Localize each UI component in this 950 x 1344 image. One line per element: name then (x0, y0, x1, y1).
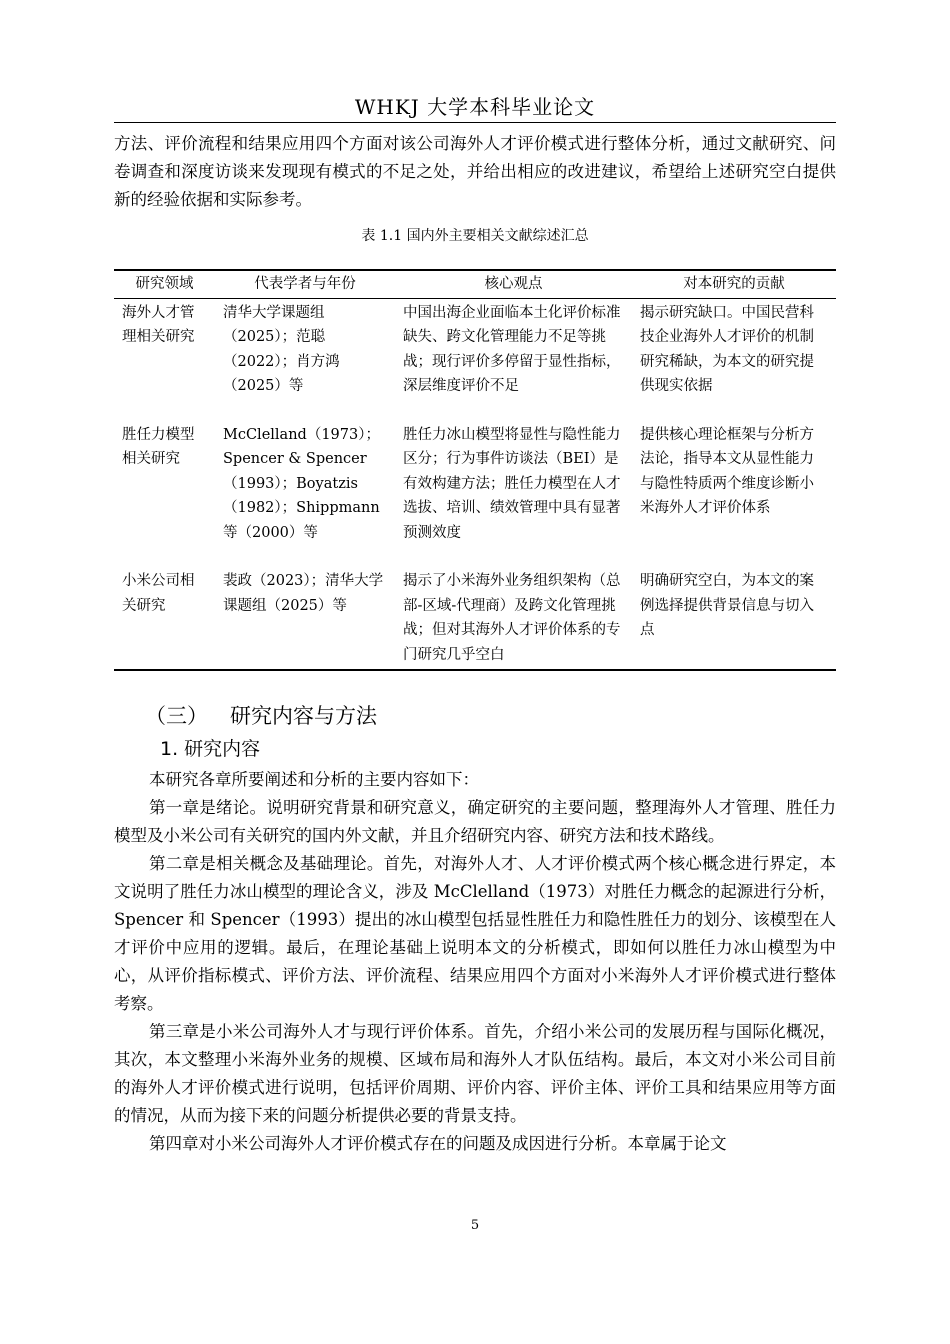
header-rule (114, 122, 836, 123)
table-caption: 表 1.1 国内外主要相关文献综述汇总 (361, 228, 589, 244)
table-row (114, 421, 836, 568)
running-header: WHKJ 大学本科毕业论文 (354, 95, 596, 119)
cell-field: 海外人才管理相关研究 (122, 304, 195, 345)
cell-contribution: 明确研究空白，为本文的案例选择提供背景信息与切入点 (632, 567, 836, 670)
section-title: 研究内容与方法 (230, 704, 377, 728)
cell-field: 胜任力模型相关研究 (122, 426, 195, 467)
cell-field: 小米公司相关研究 (114, 567, 215, 670)
paragraph: 第四章对小米公司海外人才评价模式存在的问题及成因进行分析。本章属于论文 (149, 1134, 727, 1153)
paragraph: 第三章是小米公司海外人才与现行评价体系。首先，介绍小米公司的发展历程与国际化概况，其次，本文整理小米海外业务的规模、区域布局和海外人才队伍结构。最后，本文对小米公司目前的海外人才评价模式进行说明，包括评价周期、评价内容、评价主体、评价工具和结果应用等方面的情况，从而为接下来的问题分析提供必要的背景支持。 (114, 1022, 836, 1125)
table-row (114, 567, 836, 670)
cell-scholars: McClelland（1973）；Spencer & Spencer（1993）；Boyatzis（1982）；Shippmann等（2000）等 (223, 426, 380, 541)
section-heading (145, 700, 377, 732)
intro-block (114, 130, 836, 214)
cell-view: 胜任力冰山模型将显性与隐性能力区分；行为事件访谈法（BEI）是有效构建方法；胜任力模型在人才选拔、培训、绩效管理中具有显著预测效度 (403, 426, 621, 541)
cell-scholars: 清华大学课题组（2025）；范聪（2022）；肖方鸿（2025）等 (223, 304, 340, 394)
table-header-row (114, 270, 836, 298)
cell-view: 揭示了小米海外业务组织架构（总部-区域-代理商）及跨文化管理挑战；但对其海外人才评价体系的专门研究几乎空白 (395, 567, 632, 670)
paragraph: 第二章是相关概念及基础理论。首先，对海外人才、人才评价模式两个核心概念进行界定，本文说明了胜任力冰山模型的理论含义，涉及 McClelland（1973）对胜任力概念的起源进行分析，Spencer 和 Spencer（1993）提出的冰山模型包括显性胜任力和隐性胜任力的划分、该模型在人才评价中应用的逻辑。最后，在理论基础上说明本文的分析模式，即如何以胜任力冰山模型为中心，从评价指标模式、评价方法、评价流程、结果应用四个方面对小米海外人才评价模式进行整体考察。 (114, 854, 836, 1013)
header-view: 核心观点 (395, 270, 632, 298)
section-number: （三） (145, 704, 208, 728)
subsection-heading: 1. 研究内容 (160, 738, 261, 760)
main-content (114, 766, 836, 1158)
page-number: 5 (470, 1218, 480, 1233)
header-scholars: 代表学者与年份 (215, 270, 395, 298)
cell-scholars: 裴政（2023）；清华大学课题组（2025）等 (215, 567, 395, 670)
cell-contribution: 揭示研究缺口。中国民营科技企业海外人才评价的机制研究稀缺，为本文的研究提供现实依据 (640, 304, 814, 394)
header-field: 研究领域 (114, 270, 215, 298)
paragraph: 本研究各章所要阐述和分析的主要内容如下： (149, 770, 479, 789)
cell-contribution: 提供核心理论框架与分析方法论，指导本文从显性能力与隐性特质两个维度诊断小米海外人才评价体系 (640, 426, 814, 516)
header-contribution: 对本研究的贡献 (632, 270, 836, 298)
table-row (114, 298, 836, 421)
literature-table (114, 269, 836, 671)
intro-paragraph: 方法、评价流程和结果应用四个方面对该公司海外人才评价模式进行整体分析，通过文献研究、问卷调查和深度访谈来发现现有模式的不足之处，并给出相应的改进建议，希望给上述研究空白提供新的经验依据和实际参考。 (114, 134, 836, 209)
paragraph: 第一章是绪论。说明研究背景和研究意义，确定研究的主要问题，整理海外人才管理、胜任力模型及小米公司有关研究的国内外文献，并且介绍研究内容、研究方法和技术路线。 (114, 798, 836, 845)
cell-view: 中国出海企业面临本土化评价标准缺失、跨文化管理能力不足等挑战；现行评价多停留于显性指标，深层维度评价不足 (403, 304, 621, 394)
